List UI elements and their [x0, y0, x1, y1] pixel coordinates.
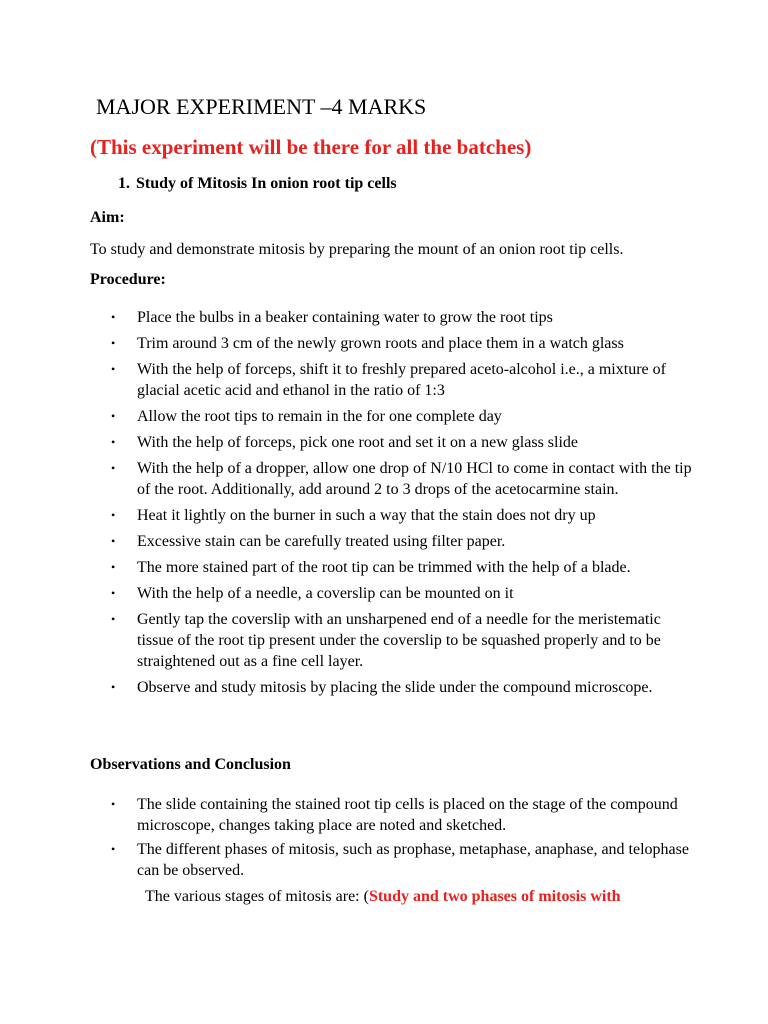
experiment-title-text: Study of Mitosis In onion root tip cells	[136, 175, 397, 192]
procedure-step: • The more stained part of the root tip can be trimmed with the help of a blade.	[0, 557, 692, 578]
procedure-step: • Observe and study mitosis by placing the slide under the compound microscope.	[0, 677, 692, 698]
aim-text: To study and demonstrate mitosis by preparing the mount of an onion root tip cells.	[90, 241, 624, 258]
batch-note: (This experiment will be there for all the batches)	[90, 135, 532, 159]
page-heading: MAJOR EXPERIMENT –4 MARKS	[96, 94, 427, 119]
procedure-step: • Gently tap the coverslip with an unsharpened end of a needle for the meristematic tissue of the root tip present under the coverslip to be squashed properly and to be straightened out as a fine cell layer.	[0, 609, 692, 672]
procedure-step: • Place the bulbs in a beaker containing water to grow the root tips	[0, 307, 692, 328]
procedure-step: • Allow the root tips to remain in the for one complete day	[0, 406, 692, 427]
observations-label: Observations and Conclusion	[90, 756, 291, 773]
observations-list	[0, 794, 768, 881]
procedure-step: • Excessive stain can be carefully treated using filter paper.	[0, 531, 692, 552]
procedure-label: Procedure:	[90, 271, 166, 288]
procedure-list	[0, 307, 768, 698]
observation-item: • The slide containing the stained root tip cells is placed on the stage of the compound microscope, changes taking place are noted and sketched.	[0, 794, 692, 836]
procedure-step: • With the help of a needle, a coverslip can be mounted on it	[0, 583, 692, 604]
procedure-step: • Trim around 3 cm of the newly grown roots and place them in a watch glass	[0, 333, 692, 354]
procedure-step: • With the help of forceps, shift it to freshly prepared aceto-alcohol i.e., a mixture of glacial acetic acid and ethanol in the ratio of 1:3	[0, 359, 692, 401]
stages-text: The various stages of mitosis are: (	[145, 888, 369, 905]
aim-label: Aim:	[90, 209, 125, 226]
procedure-step: • With the help of a dropper, allow one drop of N/10 HCl to come in contact with the tip of the root. Additionally, add around 2 to 3 drops of the acetocarmine stain.	[0, 458, 692, 500]
procedure-step: • With the help of forceps, pick one root and set it on a new glass slide	[0, 432, 692, 453]
stages-highlight: Study and two phases of mitosis with	[368, 888, 621, 905]
experiment-number: 1.	[118, 175, 130, 192]
observation-item: • The different phases of mitosis, such as prophase, metaphase, anaphase, and telophase can be observed.	[0, 839, 692, 881]
stages-line	[145, 887, 621, 907]
procedure-step: • Heat it lightly on the burner in such a way that the stain does not dry up	[0, 505, 692, 526]
